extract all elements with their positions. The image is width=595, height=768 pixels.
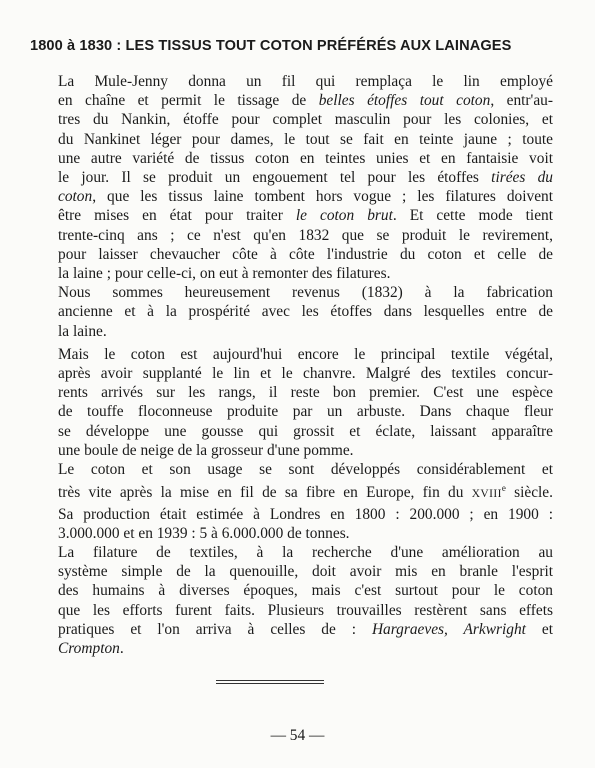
text-line	[20, 245, 553, 264]
text-line	[20, 601, 553, 620]
text-run: tres du Nankin, étoffe pour complet masculin pour les colonies, et	[58, 111, 553, 129]
text-run: pratiques et l'on arriva à celles de :	[58, 620, 372, 638]
text-line	[20, 72, 553, 91]
text-run: .	[119, 640, 124, 658]
text-run: de touffe floconneuse produite par un arbuste. Dans chaque fleur	[58, 403, 553, 421]
text-line	[20, 206, 553, 225]
text-line	[20, 364, 553, 383]
text-run: trente-cinq ans ; ce n'est qu'en 1832 que se produit le revirement,	[58, 226, 553, 244]
text-line	[20, 110, 553, 129]
text-run: Hargraeves, Arkwright	[371, 620, 526, 638]
text-line	[20, 168, 553, 187]
text-run: rents arrivés sur les rangs, il reste bon premier. C'est une espèce	[58, 384, 553, 402]
text-run: coton	[58, 188, 93, 206]
text-line	[20, 460, 553, 479]
text-run: et	[525, 620, 553, 638]
text-run: être mises en état pour traiter	[58, 207, 296, 225]
text-run: 3.000.000 et en 1939 : 5 à 6.000.000 de tonnes.	[58, 524, 350, 542]
text-line	[20, 505, 553, 524]
paragraph	[20, 543, 553, 658]
text-run: XVIII	[471, 488, 502, 501]
text-run: une boule de neige de la grosseur d'une pomme.	[58, 441, 354, 459]
text-line	[20, 264, 553, 283]
text-line	[20, 402, 553, 421]
text-line	[20, 302, 553, 321]
text-line	[20, 345, 553, 364]
text-line	[20, 581, 553, 600]
text-run: belles étoffes tout coton	[318, 92, 491, 110]
text-run: système simple de la quenouille, doit avoir mis en branle l'esprit	[58, 563, 553, 581]
text-run: la laine.	[58, 322, 107, 340]
text-run: pour laisser chevaucher côte à côte l'industrie du coton et celle de	[58, 245, 553, 263]
text-line	[20, 383, 553, 402]
text-line	[20, 562, 553, 581]
text-line	[20, 479, 553, 504]
text-line	[20, 91, 553, 110]
text-run: Le coton et son usage se sont développés considérablement et	[58, 461, 553, 479]
paragraph	[20, 345, 553, 460]
text-run: la laine ; pour celle-ci, on eut à remonter des filatures.	[58, 265, 391, 283]
text-run: très vite après la mise en fil de sa fibre en Europe, fin du	[58, 484, 472, 502]
text-line	[20, 187, 553, 206]
text-run: La Mule-Jenny donna un fil qui remplaça le lin employé	[58, 73, 553, 90]
text-run: le jour. Il se produit un engouement tel pour les étoffes	[58, 169, 492, 187]
text-run: , que les tissus laine tombent hors vogue ; les filatures doivent	[92, 188, 553, 206]
text-run: se développe une gousse qui grossit et éclate, laissant apparaître	[58, 422, 553, 440]
text-run: . Et cette mode tient	[392, 207, 554, 225]
text-run: e	[501, 483, 506, 494]
chapter-heading: 1800 à 1830 : LES TISSUS TOUT COTON PRÉFÉRÉS AUX LAINAGES	[30, 38, 512, 54]
text-line	[20, 149, 553, 168]
text-run: Nous sommes heureusement revenus (1832) à la fabrication	[58, 284, 553, 302]
paragraph	[20, 460, 553, 543]
section-rule	[216, 680, 324, 684]
text-line	[20, 422, 553, 441]
text-run: du Nankinet léger pour dames, le tout se fait en teinte jaune ; toute	[58, 130, 553, 148]
text-run: que les efforts furent faits. Plusieurs trouvailles restèrent sans effets	[58, 601, 553, 619]
text-run: ancienne et à la prospérité avec les étoffes dans lesquelles entre de	[58, 303, 553, 321]
text-run: La filature de textiles, à la recherche d'une amélioration au	[58, 544, 553, 561]
text-run: , entr'au-	[490, 92, 553, 110]
text-run: en chaîne et permit le tissage de	[58, 92, 319, 110]
text-line	[20, 226, 553, 245]
text-line	[20, 639, 553, 658]
text-line	[20, 620, 553, 639]
body-text	[20, 72, 553, 658]
text-run: tirées du	[491, 169, 554, 187]
text-run: une autre variété de tissus coton en teintes unies et en fantaisie voit	[58, 149, 553, 167]
text-run: siècle.	[505, 484, 553, 502]
text-run: Mais le coton est aujourd'hui encore le principal textile végétal,	[58, 345, 553, 363]
text-run: des humains à diverses époques, mais c'est surtout pour le coton	[58, 582, 553, 600]
text-line	[20, 322, 553, 341]
paragraph	[20, 72, 553, 283]
text-run: après avoir supplanté le lin et le chanvre. Malgré des textiles concur-	[58, 365, 553, 383]
text-run: Sa production était estimée à Londres en 1800 : 200.000 ; en 1900 :	[58, 505, 553, 523]
paragraph	[20, 283, 553, 341]
text-line	[20, 524, 553, 543]
text-run: Crompton	[58, 640, 120, 658]
text-run: le coton brut	[295, 207, 393, 225]
page-number: — 54 —	[270, 727, 325, 744]
text-line	[20, 543, 553, 562]
text-line	[20, 130, 553, 149]
text-line	[20, 441, 553, 460]
text-line	[20, 283, 553, 302]
